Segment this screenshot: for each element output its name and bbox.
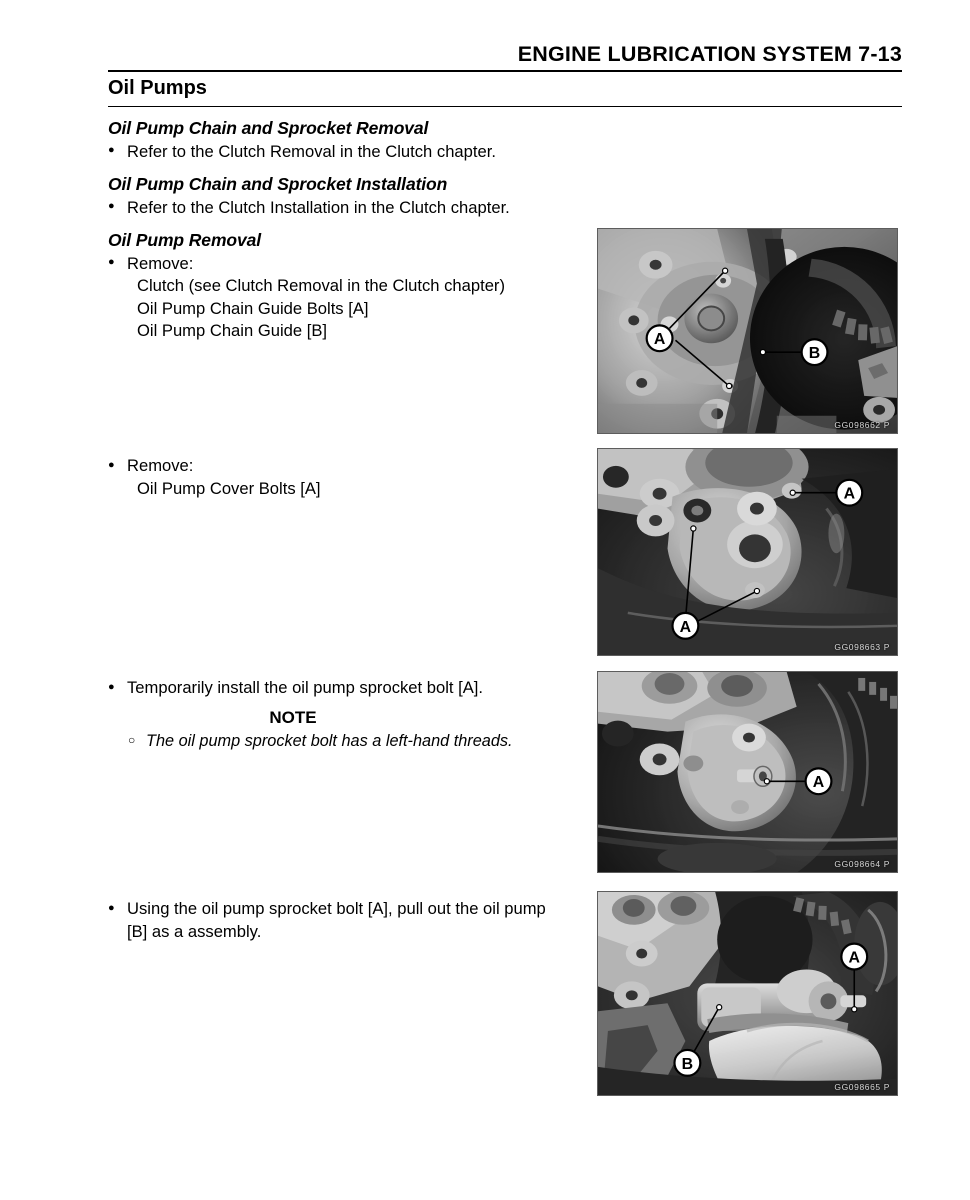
figure-chain-guide (597, 228, 898, 434)
bullet-item: ● Temporarily install the oil pump sprocket bolt [A]. (108, 677, 578, 700)
section-oil-pump-removal (108, 230, 578, 343)
bullet-text-line-1: Using the oil pump sprocket bolt [A], pull out the oil pump (127, 899, 546, 918)
bullet-text-line-2: [B] as a assembly. (127, 921, 262, 941)
figure-cover-bolts (597, 448, 898, 656)
svg-text:B: B (681, 1055, 694, 1073)
running-head: ENGINE LUBRICATION SYSTEM 7-13 (517, 42, 902, 66)
bullet-item: ● Remove: (108, 455, 578, 478)
callout-a-top (836, 480, 862, 506)
bullet-item (108, 898, 578, 943)
figure-code: GG098664 P (834, 859, 890, 869)
section-chain-sprocket-removal (108, 118, 578, 163)
subheading: Oil Pump Chain and Sprocket Removal (108, 118, 429, 138)
bullet-item: ● Remove: (108, 253, 578, 276)
header-rule-top (108, 70, 902, 72)
note-heading: NOTE (269, 707, 317, 727)
section-chain-sprocket-installation (108, 174, 578, 219)
figure-sprocket-bolt (597, 671, 898, 873)
note-text: ○ The oil pump sprocket bolt has a left-hand threads. (108, 731, 578, 752)
bullet-item: ● Refer to the Clutch Removal in the Clutch chapter. (108, 141, 578, 164)
list-item: Oil Pump Chain Guide Bolts [A] (137, 298, 369, 318)
list-item: Oil Pump Cover Bolts [A] (137, 478, 321, 498)
step-remove-cover-bolts (108, 453, 578, 500)
page-title: Oil Pumps (108, 77, 207, 99)
subheading: Oil Pump Removal (108, 230, 262, 250)
figure-callouts (598, 449, 897, 656)
figure-callouts (598, 229, 897, 434)
bullet-item: ● Refer to the Clutch Installation in the Clutch chapter. (108, 197, 578, 220)
step-install-sprocket-bolt (108, 675, 578, 752)
figure-pull-out-pump (597, 891, 898, 1096)
callout-a (841, 944, 867, 970)
callout-b (674, 1050, 700, 1076)
list-item: Oil Pump Chain Guide [B] (137, 321, 327, 341)
figure-callouts (598, 892, 897, 1096)
figure-callouts (598, 672, 897, 873)
callout-b (802, 339, 828, 365)
list-item: Clutch (see Clutch Removal in the Clutch chapter) (137, 276, 505, 296)
svg-text:B: B (808, 345, 821, 363)
figure-code: GG098663 P (834, 642, 890, 652)
subheading: Oil Pump Chain and Sprocket Installation (108, 174, 448, 194)
callout-a (647, 325, 673, 351)
svg-text:A: A (653, 331, 666, 349)
figure-code: GG098665 P (834, 1082, 890, 1092)
svg-text:A: A (812, 774, 825, 792)
step-pull-out-pump (108, 896, 578, 943)
header-rule-bottom (108, 106, 902, 107)
callout-a (806, 768, 832, 794)
callout-a-bottom (672, 613, 698, 639)
svg-text:A: A (843, 485, 856, 503)
svg-text:A: A (679, 618, 692, 636)
figure-code: GG098662 P (834, 420, 890, 430)
svg-text:A: A (848, 949, 860, 967)
